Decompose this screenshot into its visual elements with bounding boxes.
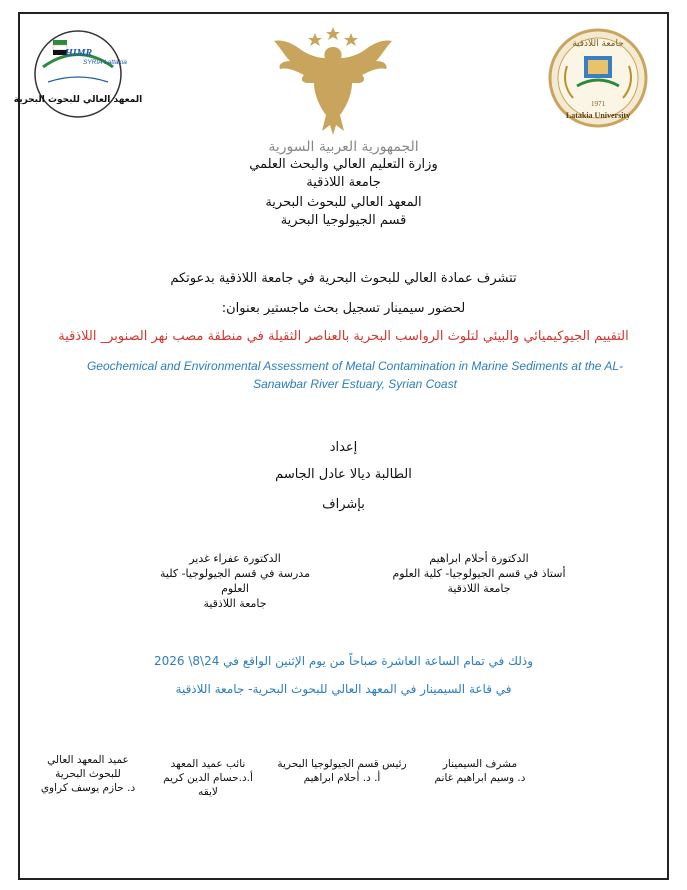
university-logo [537,26,659,130]
supervisor-left-role: مدرسة في قسم الجيولوجيا- كلية العلوم [160,567,310,595]
supervisor-left-name: الدكتورة عفراء غدير [189,552,281,565]
university-year: 1971 [591,100,605,108]
republic-name: الجمهورية العربية السورية [268,139,419,155]
student-name: الطالبة ديالا عادل الجاسم [275,467,412,482]
institute-name-text: المعهد العالي للبحوث البحرية [13,95,143,105]
department-name: قسم الجيولوجيا البحرية [280,213,407,228]
signature-seminar-supervisor [415,757,545,785]
signature-name: أ. د. أحلام ابراهيم [303,772,381,784]
university-arabic-name: جامعة اللاذقية [572,39,624,49]
seminar-venue: في قاعة السيمينار في المعهد العالي للبحوث البحرية- جامعة اللاذقية [175,682,512,696]
signature-name: د. حازم يوسف كراوي [40,782,136,794]
seminar-date: وذلك في تمام الساعة العاشرة صباحاً من يوم الإثنين الواقع في 24\8\ 2026 [153,654,534,668]
university-latin-name: Latakia University [565,111,631,120]
institute-abbrev: HIMR [65,48,93,59]
supervisor-left-university: جامعة اللاذقية [203,597,267,610]
signature-name: د. وسيم ابراهيم غانم [434,772,526,784]
thesis-title-english: Geochemical and Environmental Assessment of Metal Contamination in Marine Sediments at the AL- Sanawbar River Estuary, Syrian Coast [86,359,624,391]
supervision-label: بإشراف [322,497,365,512]
signature-name: أ.د.حسام الدين كريم لايقه [163,772,253,798]
eagle-emblem [270,25,396,139]
supervisor-right [379,551,579,596]
supervisor-right-role: أستاذ في قسم الجيولوجيا- كلية العلوم [392,567,566,580]
signature-dean [32,753,144,795]
signature-title: نائب عميد المعهد [170,758,246,770]
invitation-text: تتشرف عمادة العالي للبحوث البحرية في جامعة اللاذقية بدعوتكم [170,271,517,286]
supervisor-right-university: جامعة اللاذقية [447,582,511,595]
signature-title: رئيس قسم الجيولوجيا البحرية [277,758,407,770]
supervisor-right-name: الدكتورة أحلام ابراهيم [429,552,529,565]
institute-name: المعهد العالي للبحوث البحرية [265,195,422,210]
supervisor-left [145,551,325,611]
signature-department-head [272,757,412,785]
signature-title: عميد المعهد العالي للبحوث البحرية [47,754,129,780]
seminar-intro: لحضور سيمينار تسجيل بحث ماجستير بعنوان: [221,301,466,316]
thesis-title-arabic: التقييم الجيوكيميائي والبيئي لتلوث الرواسب البحرية بالعناصر الثقيلة في منطقة مصب نهر الصنوبر_ اللاذقية [58,329,629,344]
signature-title: مشرف السيمينار [442,758,518,770]
signature-vice-dean [152,757,264,799]
prepared-by-label: إعداد [329,440,358,455]
university-name: جامعة اللاذقية [306,175,381,190]
ministry-name: وزارة التعليم العالي والبحث العلمي [249,157,438,172]
institute-location: SYRIA Lattakia [83,59,127,66]
institute-logo [13,22,143,130]
